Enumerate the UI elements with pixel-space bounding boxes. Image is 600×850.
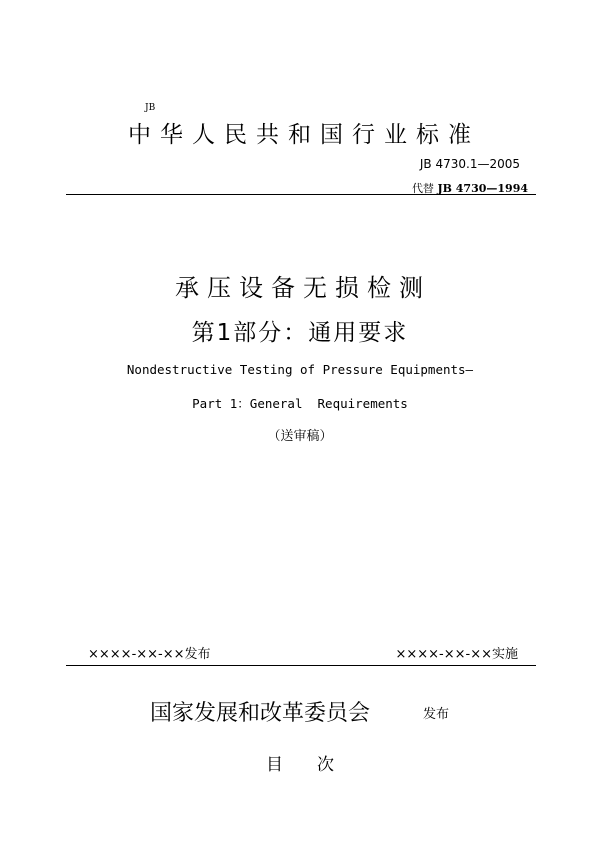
footer-divider bbox=[66, 665, 536, 666]
english-subtitle: Part 1：General Requirements bbox=[192, 396, 408, 411]
replaces-label: 代替 bbox=[411, 182, 434, 195]
draft-note: （送审稿） bbox=[267, 429, 333, 444]
header-divider bbox=[66, 194, 536, 195]
document-title: 承压设备无损检测 bbox=[175, 274, 431, 302]
english-title: Nondestructive Testing of Pressure Equipments— bbox=[126, 362, 474, 377]
publisher-name: 国家发展和改革委员会 bbox=[150, 701, 371, 726]
standard-code: JB 4730.1—2005 bbox=[419, 157, 520, 171]
standard-type-title: 中华人民共和国行业标准 bbox=[128, 122, 480, 148]
replaces-code: JB 4730—1994 bbox=[437, 182, 528, 195]
implementation-date: ××××-××-××实施 bbox=[395, 647, 518, 662]
standard-prefix: JB bbox=[145, 103, 156, 113]
publish-label: 发布 bbox=[423, 707, 450, 722]
issue-date: ××××-××-××发布 bbox=[88, 647, 211, 662]
table-of-contents-title: 目次 bbox=[266, 755, 368, 775]
document-subtitle: 第1部分：通用要求 bbox=[191, 320, 409, 346]
